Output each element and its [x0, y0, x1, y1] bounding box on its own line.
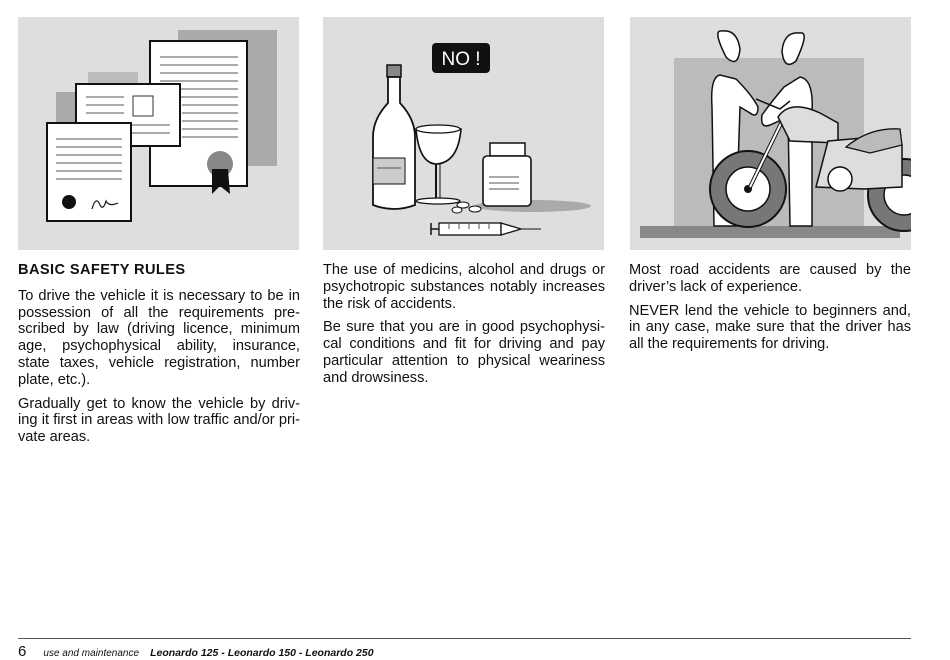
footer-section: use and maintenance: [43, 648, 140, 659]
column-road-accidents: [629, 262, 911, 360]
documents-illustration: [18, 17, 299, 250]
footer-divider: [18, 638, 911, 639]
column-medicines-alcohol: [323, 262, 605, 394]
paragraph: The use of medicins, alcohol and drugs or psychotropic substances notably increases the risk of accidents.: [323, 262, 605, 312]
motorcycle-illustration: [630, 17, 911, 250]
pills-icon: [452, 202, 481, 213]
syringe-icon: [431, 223, 541, 235]
page-footer: [18, 643, 374, 660]
paragraph: Be sure that you are in good psychophysi-cal conditions and fit for driving and pay particular attention to physical weariness and drowsiness.: [323, 319, 605, 386]
alcohol-drugs-illustration: [323, 17, 604, 250]
column-basic-safety-rules: [18, 262, 300, 453]
bottle-icon: [373, 65, 415, 209]
no-sign-text: NO !: [441, 49, 481, 70]
paragraph: Most road accidents are caused by the driver’s lack of experience.: [629, 262, 911, 295]
page-number: 6: [18, 643, 27, 660]
section-heading: BASIC SAFETY RULES: [18, 262, 186, 278]
wine-glass-icon: [416, 125, 461, 204]
footer-models: Leonardo 125 - Leonardo 150 - Leonardo 250: [150, 647, 374, 659]
paragraph: Gradually get to know the vehicle by driv-ing it first in areas with low traffic and/or pri-vate areas.: [18, 395, 300, 446]
paragraph: NEVER lend the vehicle to beginners and, in any case, make sure that the driver has all the requirements for driving.: [629, 302, 911, 353]
pill-jar-icon: [483, 143, 531, 206]
documents-icon: [18, 17, 299, 250]
paragraph: To drive the vehicle it is necessary to be in possession of all the requirements pre-scribed by law (driving licence, minimum age, psychophysical ability, insurance, state taxes, vehicle registration, number plate, etc.).: [18, 287, 300, 388]
